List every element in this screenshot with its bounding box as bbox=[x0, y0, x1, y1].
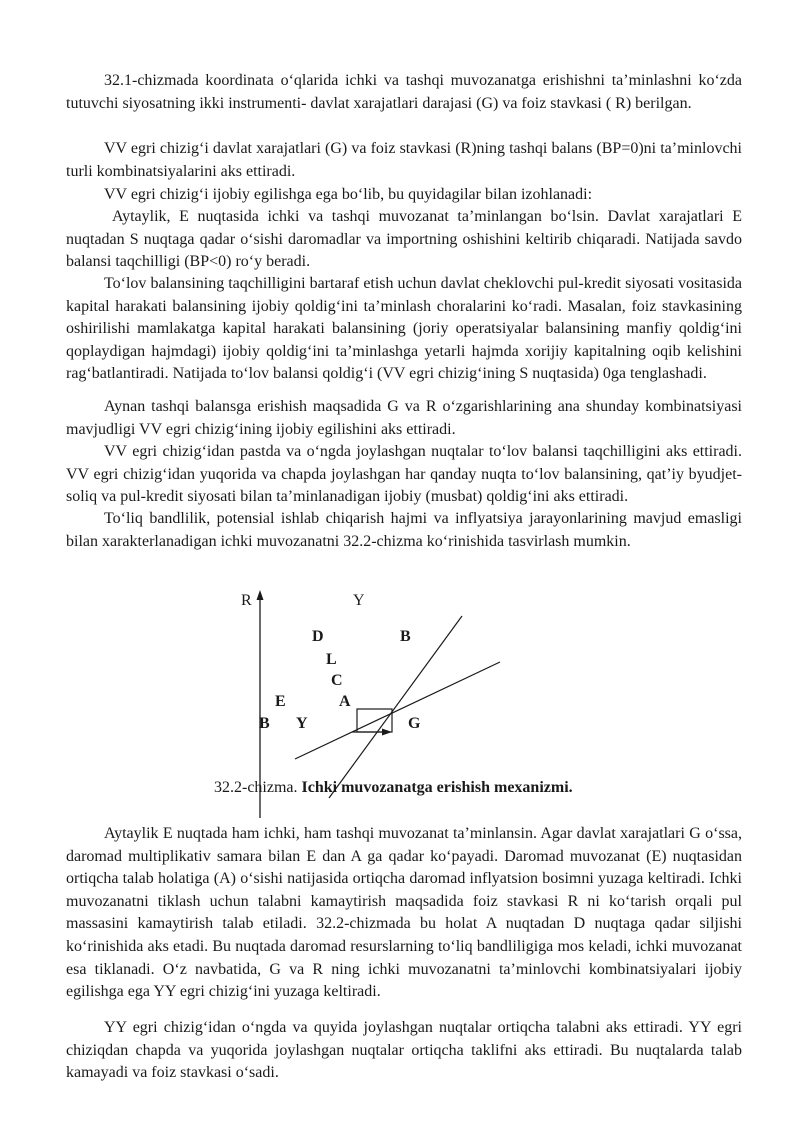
movement-arrow-head bbox=[382, 729, 392, 736]
y-curve-top-label: Y bbox=[353, 592, 365, 609]
paragraph-vv-slope: VV egri chizig‘i ijobiy egilishga ega bo‘lib, bu quyidagilar bilan izohlanadi: bbox=[104, 186, 593, 203]
point-e-label: E bbox=[275, 693, 286, 710]
movement-box bbox=[357, 709, 392, 732]
caption-title: Ichki muvozanatga erishish mexanizmi. bbox=[301, 779, 573, 796]
paragraph-combination: Aynan tashqi balansga erishish maqsadida G va R o‘zgarishlarining ana shunday kombinatsiyasi mavjudligi VV egri chizig‘ining ijobiy egilishini aks ettiradi. bbox=[66, 398, 742, 438]
paragraph-vv-curve: VV egri chizig‘i davlat xarajatlari (G) va foiz stavkasi (R)ning tashqi balans (BP=0)ni ta’minlovchi turli kombinatsiyalarini aks ettiradi. bbox=[66, 140, 742, 180]
caption-number: 32.2-chizma. bbox=[214, 779, 298, 796]
r-axis-label: R bbox=[241, 592, 252, 609]
r-axis-arrow bbox=[257, 590, 264, 600]
paragraph-point-e: Aytaylik, E nuqtasida ichki va tashqi muvozanat ta’minlangan bo‘lsin. Davlat xarajatlari E nuqtadan S nuqtaga qadar o‘sishi daromadlar va importning oshishini keltirib chiqaradi. Natijada savdo balansi taqchilligi (BP<0) ro‘y beradi. bbox=[66, 208, 742, 271]
figure-caption bbox=[214, 777, 674, 799]
paragraph-intro: 32.1-chizmada koordinata o‘qlarida ichki va tashqi muvozanatga erishishni ta’minlashni ko‘zda tutuvchi siyosatning ikki instrumenti- davlat xarajatlari darajasi (G) va foiz stavkasi ( R) berilgan. bbox=[66, 72, 742, 112]
bb-curve-line bbox=[295, 662, 500, 759]
point-a-label: A bbox=[339, 693, 351, 710]
paragraph-regions: VV egri chizig‘idan pastda va o‘ngda joylashgan nuqtalar to‘lov balansi taqchilligini aks ettiradi. VV egri chizig‘idan yuqorida va chapda joylashgan har qanday nuqta to‘lov balansining, qat’iy byudjet-soliq va pul-kredit siyosati bilan ta’minlanadigan ijobiy (musbat) qoldig‘ini aks ettiradi. bbox=[66, 443, 742, 506]
b-curve-top-label: B bbox=[400, 628, 411, 645]
point-d-label: D bbox=[312, 628, 324, 645]
point-l-label: L bbox=[326, 651, 337, 668]
paragraph-internal-equilibrium: To‘liq bandlilik, potensial ishlab chiqarish hajmi va inflyatsiya jarayonlarining mavjud emasligi bilan xarakterlanadigan ichki muvozanatni 32.2-chizma ko‘rinishida tasvirlash mumkin. bbox=[66, 510, 742, 550]
paragraph-balance-deficit: To‘lov balansining taqchilligini bartaraf etish uchun davlat cheklovchi pul-kredit siyosati vositasida kapital harakati balansining ijobiy qoldig‘ini ta’minlash choralarini ko‘radi. Masalan, foiz stavkasining oshirilishi mamlakatga kapital harakati balansining (joriy operatsiyalar balansining manfiy qoldig‘ini qoplaydigan hajmdagi) ijobiy qoldig‘ini ta’minlashga yetarli hajmda xorijiy kapitalning oqib kelishini rag‘batlantiradi. Natijada to‘lov balansi qoldig‘i (VV egri chizig‘ining S nuqtasida) 0ga tenglashadi. bbox=[66, 275, 742, 383]
g-axis-label: G bbox=[408, 715, 421, 732]
b-curve-bottom-label: B bbox=[259, 715, 270, 732]
point-c-label: C bbox=[331, 672, 343, 689]
paragraph-mechanism: Aytaylik E nuqtada ham ichki, ham tashqi muvozanat ta’minlansin. Agar davlat xarajatlari G o‘ssa, daromad multiplikativ samara bilan E dan A ga qadar ko‘payadi. Daromad muvozanat (E) nuqtasidan ortiqcha talab holatiga (A) o‘sishi natijasida ortiqcha daromad inflyatsion bosimni yuzaga keltiradi. Ichki muvozanatni tiklash uchun talabni kamaytirish maqsadida foiz stavkasi R ni ko‘tarish orqali pul massasini kamaytirish talab etiladi. 32.2-chizmada bu holat A nuqtadan D nuqtaga qadar siljishi ko‘rinishida aks etadi. Bu nuqtada daromad resurslarning to‘liq bandliligiga mos keladi, ichki muvozanat esa tiklanadi. O‘z navbatida, G va R ning ichki muvozanatni ta’minlovchi kombinatsiyalari ijobiy egilishga ega YY egri chizig‘ini yuzaga keltiradi. bbox=[66, 825, 742, 1001]
y-curve-bottom-label: Y bbox=[296, 715, 308, 732]
paragraph-yy-regions: YY egri chizig‘idan o‘ngda va quyida joylashgan nuqtalar ortiqcha talabni aks ettiradi. YY egri chiziqdan chapda va yuqorida joylashgan nuqtalar ortiqcha taklifni aks ettiradi. Bu nuqtalarda talab kamayadi va foiz stavkasi o‘sadi. bbox=[66, 1019, 742, 1082]
